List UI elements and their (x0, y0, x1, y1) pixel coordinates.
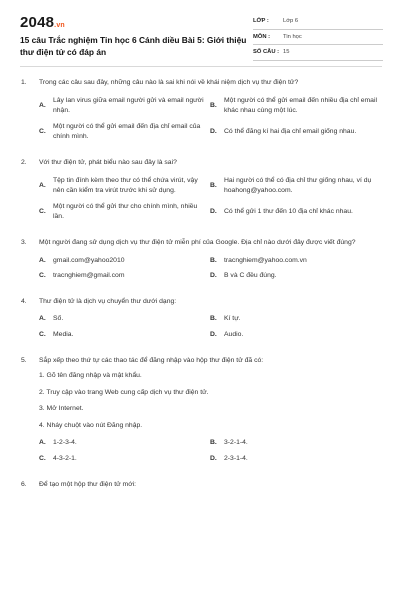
option-a[interactable] (39, 96, 210, 117)
option-letter: C. (39, 330, 46, 338)
option-text: Một người có thể gửi thư cho chính mình, nhiều lần. (53, 202, 198, 221)
question-number: 1. (21, 79, 27, 86)
option-text: tracnghiem@gmail.com (53, 272, 125, 280)
option-text: 4-3-2-1. (53, 455, 77, 463)
option-c[interactable] (39, 454, 210, 465)
question-3 (21, 238, 381, 287)
option-a[interactable] (39, 314, 210, 325)
option-b[interactable] (210, 176, 381, 197)
question-number: 5. (21, 356, 27, 364)
option-letter: D. (210, 330, 217, 338)
meta-value: Lớp 6 (283, 18, 299, 25)
step-item: 3. Mở Internet. (39, 405, 84, 413)
option-c[interactable] (39, 202, 210, 223)
option-letter: A. (39, 315, 46, 323)
option-letter: C. (39, 455, 46, 463)
question-text: Để tạo một hộp thư điện tử mới: (39, 480, 137, 488)
option-d[interactable] (210, 330, 381, 341)
option-letter: A. (39, 439, 46, 447)
question-text: Thư điện tử là dịch vụ chuyển thư dưới dạng: (39, 297, 177, 305)
question-number: 4. (21, 297, 27, 305)
option-letter: C. (39, 272, 46, 280)
options (39, 176, 381, 228)
option-a[interactable] (39, 176, 210, 197)
question-number: 6. (21, 480, 27, 488)
option-text: Media. (53, 330, 74, 338)
header-divider (20, 66, 382, 67)
question-text: Với thư điện tử, phát biểu nào sau đây là sai? (39, 158, 177, 166)
option-b[interactable] (210, 314, 381, 325)
option-text: Hai người có thể có địa chỉ thư giống nhau, ví dụ hoahong@yahoo.com. (224, 176, 372, 195)
option-letter: B. (210, 439, 217, 447)
option-text: Có thể gửi 1 thư đến 10 địa chỉ khác nhau. (224, 208, 353, 216)
option-letter: D. (210, 455, 217, 463)
step-item: 1. Gõ tên đăng nhập và mật khẩu. (39, 372, 142, 380)
option-text: Một người có thể gửi email đến địa chỉ email của chính mình. (53, 122, 201, 141)
option-text: 2-3-1-4. (224, 455, 248, 463)
option-text: Tệp tin đính kèm theo thư có thể chứa virút, vậy nên cần kiểm tra virút trước khi sử dụng. (53, 176, 198, 195)
option-letter: D. (210, 208, 217, 216)
page-title: 15 câu Trắc nghiệm Tin học 6 Cánh diều Bài 5: Giới thiệu thư điện tử có đáp án (20, 35, 247, 57)
option-d[interactable] (210, 454, 381, 465)
meta-value: Tin học (283, 33, 302, 40)
option-text: tracnghiem@yahoo.com.vn (224, 256, 307, 264)
option-text: Lây lan virus giữa email người gửi và email người nhận. (53, 96, 204, 115)
option-letter: B. (210, 256, 217, 264)
option-text: Có thể đăng kí hai địa chỉ email giống nhau. (224, 128, 357, 136)
option-letter: A. (39, 181, 46, 189)
question-text: Sắp xếp theo thứ tự các thao tác để đăng nhập vào hộp thư điện tử đã có: (39, 356, 264, 364)
option-letter: D. (210, 272, 217, 280)
option-text: gmail.com@yahoo2010 (53, 256, 125, 264)
option-text: Audio. (224, 330, 244, 338)
option-letter: B. (210, 101, 217, 109)
options (39, 438, 381, 469)
option-letter: B. (210, 181, 217, 189)
question-6 (21, 480, 381, 491)
option-text: B và C đều đúng. (224, 272, 277, 280)
option-letter: C. (39, 208, 46, 216)
option-c[interactable] (39, 122, 210, 143)
question-1 (21, 78, 381, 148)
question-number: 3. (21, 238, 27, 246)
options (39, 96, 381, 148)
question-5 (21, 356, 381, 470)
question-4 (21, 297, 381, 346)
meta-table (253, 14, 383, 61)
option-d[interactable] (210, 122, 381, 143)
step-list (39, 371, 381, 431)
option-text: 1-2-3-4. (53, 439, 77, 447)
meta-value: 15 (283, 49, 290, 56)
meta-row-count (253, 45, 383, 61)
question-list (21, 78, 381, 500)
option-a[interactable] (39, 256, 210, 267)
options (39, 256, 381, 287)
option-letter: A. (39, 101, 46, 109)
option-c[interactable] (39, 330, 210, 341)
option-letter: B. (210, 315, 217, 323)
option-text: Kí tự. (224, 315, 241, 323)
question-number: 2. (21, 158, 27, 166)
site-logo[interactable] (20, 14, 65, 31)
option-text: Số. (53, 315, 64, 323)
option-letter: A. (39, 256, 46, 264)
option-a[interactable] (39, 438, 210, 449)
logo-text: 2048 (20, 14, 55, 31)
option-letter: D. (210, 128, 217, 136)
meta-label: MÔN : (253, 33, 271, 40)
question-text: Một người đang sử dụng dịch vụ thư điện tử miễn phí của Google. Địa chỉ nào dưới đây được viết đúng? (39, 238, 356, 246)
meta-label: SỐ CÂU : (253, 49, 280, 56)
option-letter: C. (39, 128, 46, 136)
option-b[interactable] (210, 96, 381, 117)
option-c[interactable] (39, 271, 210, 282)
options (39, 314, 381, 345)
option-text: Một người có thể gửi email đến nhiều địa chỉ email khác nhau cùng một lúc. (224, 96, 377, 115)
logo-suffix: .vn (54, 22, 65, 29)
question-text: Trong các câu sau đây, những câu nào là sai khi nói về khái niệm dịch vụ thư điện tử? (39, 79, 299, 86)
step-item: 2. Truy cập vào trang Web cung cấp dịch vụ thư điện tử. (39, 388, 209, 396)
meta-row-subject (253, 30, 383, 46)
option-d[interactable] (210, 271, 381, 282)
option-d[interactable] (210, 202, 381, 223)
option-text: 3-2-1-4. (224, 439, 248, 447)
option-b[interactable] (210, 438, 381, 449)
step-item: 4. Nháy chuột vào nút Đăng nhập. (39, 421, 143, 429)
meta-row-class (253, 14, 383, 30)
question-2 (21, 158, 381, 228)
meta-label: LỚP : (253, 18, 269, 25)
option-b[interactable] (210, 256, 381, 267)
worksheet-header (20, 14, 385, 62)
